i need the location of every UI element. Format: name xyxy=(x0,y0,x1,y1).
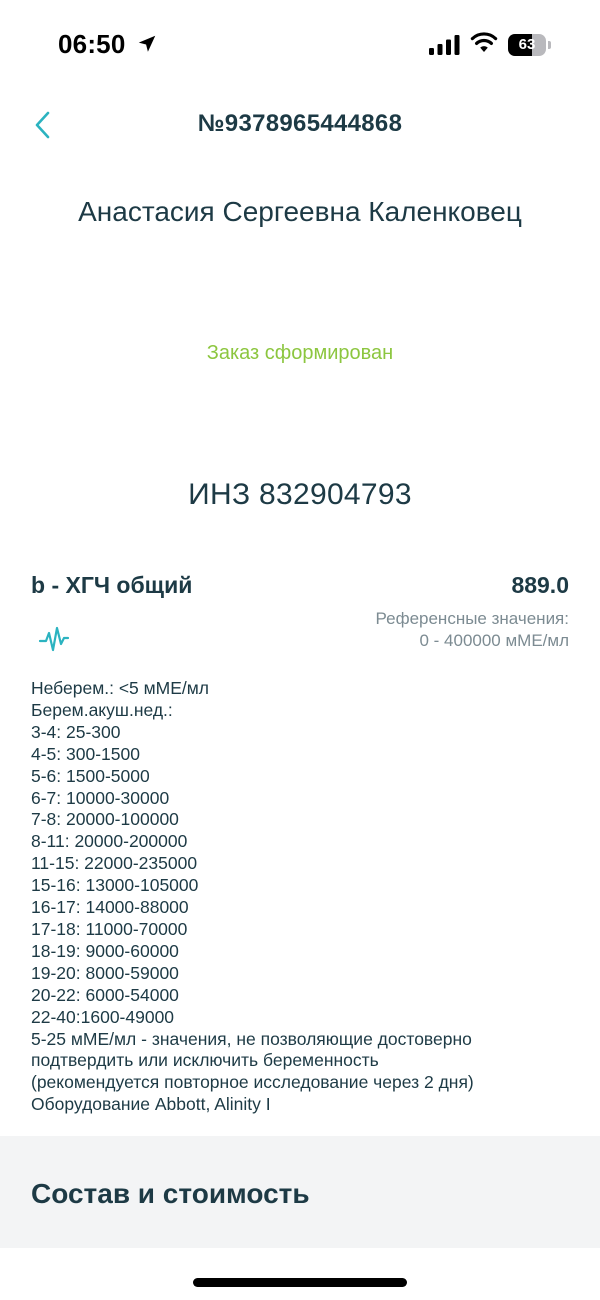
pulse-chart-icon[interactable] xyxy=(38,624,70,654)
location-arrow-icon xyxy=(136,33,158,55)
reference-note-line: 5-6: 1500-5000 xyxy=(31,765,150,786)
cellular-signal-icon xyxy=(429,35,461,55)
status-time: 06:50 xyxy=(58,29,126,59)
reference-note-line: 8-11: 20000-200000 xyxy=(31,831,188,852)
test-result-value: 889.0 xyxy=(511,572,569,598)
reference-notes xyxy=(31,678,576,1116)
order-number-title: №9378965444868 xyxy=(197,110,403,137)
composition-section[interactable] xyxy=(0,1136,600,1248)
reference-note-line: 20-22: 6000-54000 xyxy=(31,984,179,1005)
reference-note-line: 4-5: 300-1500 xyxy=(31,743,140,764)
reference-label: Референсные значения: xyxy=(375,609,569,628)
battery-icon xyxy=(508,34,552,56)
reference-note-line: 15-16: 13000-105000 xyxy=(31,875,199,896)
reference-note-line: 5-25 мМЕ/мл - значения, не позволяющие достоверно xyxy=(31,1028,472,1049)
reference-note-line: Неберем.: <5 мМЕ/мл xyxy=(31,678,210,698)
reference-note-line: 19-20: 8000-59000 xyxy=(31,962,179,983)
reference-note-line: 6-7: 10000-30000 xyxy=(31,787,170,808)
test-name: b - ХГЧ общий xyxy=(31,572,193,598)
battery-body xyxy=(508,34,546,56)
reference-note-line: (рекомендуется повторное исследование через 2 дня) xyxy=(31,1072,474,1093)
home-indicator[interactable] xyxy=(193,1278,407,1287)
reference-note-line: 22-40:1600-49000 xyxy=(31,1006,175,1027)
order-status: Заказ сформирован xyxy=(206,342,394,364)
reference-range: 0 - 400000 мМЕ/мл xyxy=(419,631,569,650)
reference-note-line: 11-15: 22000-235000 xyxy=(31,853,198,874)
reference-note-line: 16-17: 14000-88000 xyxy=(31,897,189,918)
composition-title: Состав и стоимость xyxy=(31,1178,310,1209)
status-bar xyxy=(0,0,600,90)
reference-note-line: Оборудование Abbott, Alinity I xyxy=(31,1094,271,1115)
battery-tip xyxy=(548,41,551,49)
reference-note-line: 3-4: 25-300 xyxy=(31,721,121,742)
reference-note-line: 17-18: 11000-70000 xyxy=(31,918,188,939)
reference-note-line: Берем.акуш.нед.: xyxy=(31,699,173,720)
wifi-icon xyxy=(470,31,498,55)
reference-note-line: 7-8: 20000-100000 xyxy=(31,809,179,830)
reference-note-line: 18-19: 9000-60000 xyxy=(31,940,179,961)
battery-level: 63 xyxy=(518,36,536,53)
patient-name: Анастасия Сергеевна Каленковец xyxy=(78,196,522,227)
reference-note-line: подтвердить или исключить беременность xyxy=(31,1050,379,1071)
inz-code: ИНЗ 832904793 xyxy=(188,478,412,511)
